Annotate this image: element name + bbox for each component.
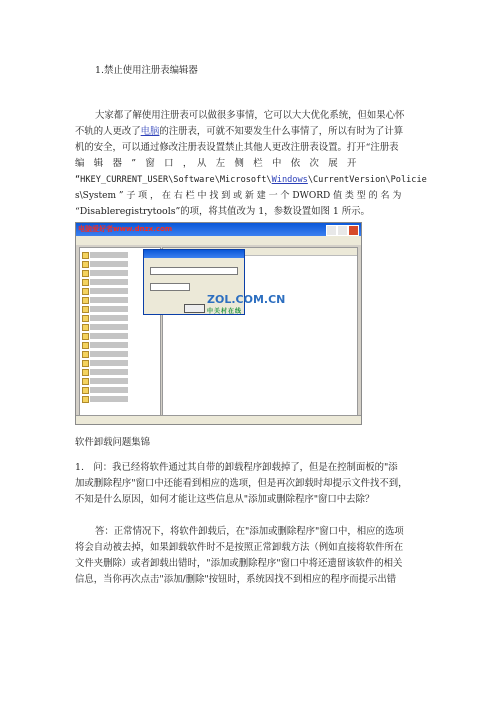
minimize-icon — [326, 225, 337, 236]
registry-editor-screenshot — [75, 222, 362, 425]
menu-bar — [76, 236, 361, 245]
watermark: 电脑爱好者www.dnzx.com — [78, 225, 173, 233]
section2-heading: 软件卸载问题集锦 — [75, 437, 151, 448]
ok-button — [184, 304, 205, 313]
section1-paragraph-last-line: “Disableregistrytools”的项，将其值改为 1，参数设置如图 1 所示。 — [75, 206, 370, 217]
close-icon — [348, 225, 359, 236]
link-windows[interactable]: Windows — [271, 175, 308, 185]
section1-heading: 1.禁止使用注册表编辑器 — [95, 65, 198, 76]
value-name-field — [150, 267, 238, 275]
link-diannao[interactable]: 电脑 — [140, 126, 160, 137]
maximize-icon — [337, 225, 348, 236]
zol-logo: ZOL.COM.CN 中关村在线 — [207, 293, 286, 315]
value-data-field — [150, 283, 190, 291]
status-bar — [76, 415, 361, 424]
window-titlebar — [76, 223, 361, 236]
